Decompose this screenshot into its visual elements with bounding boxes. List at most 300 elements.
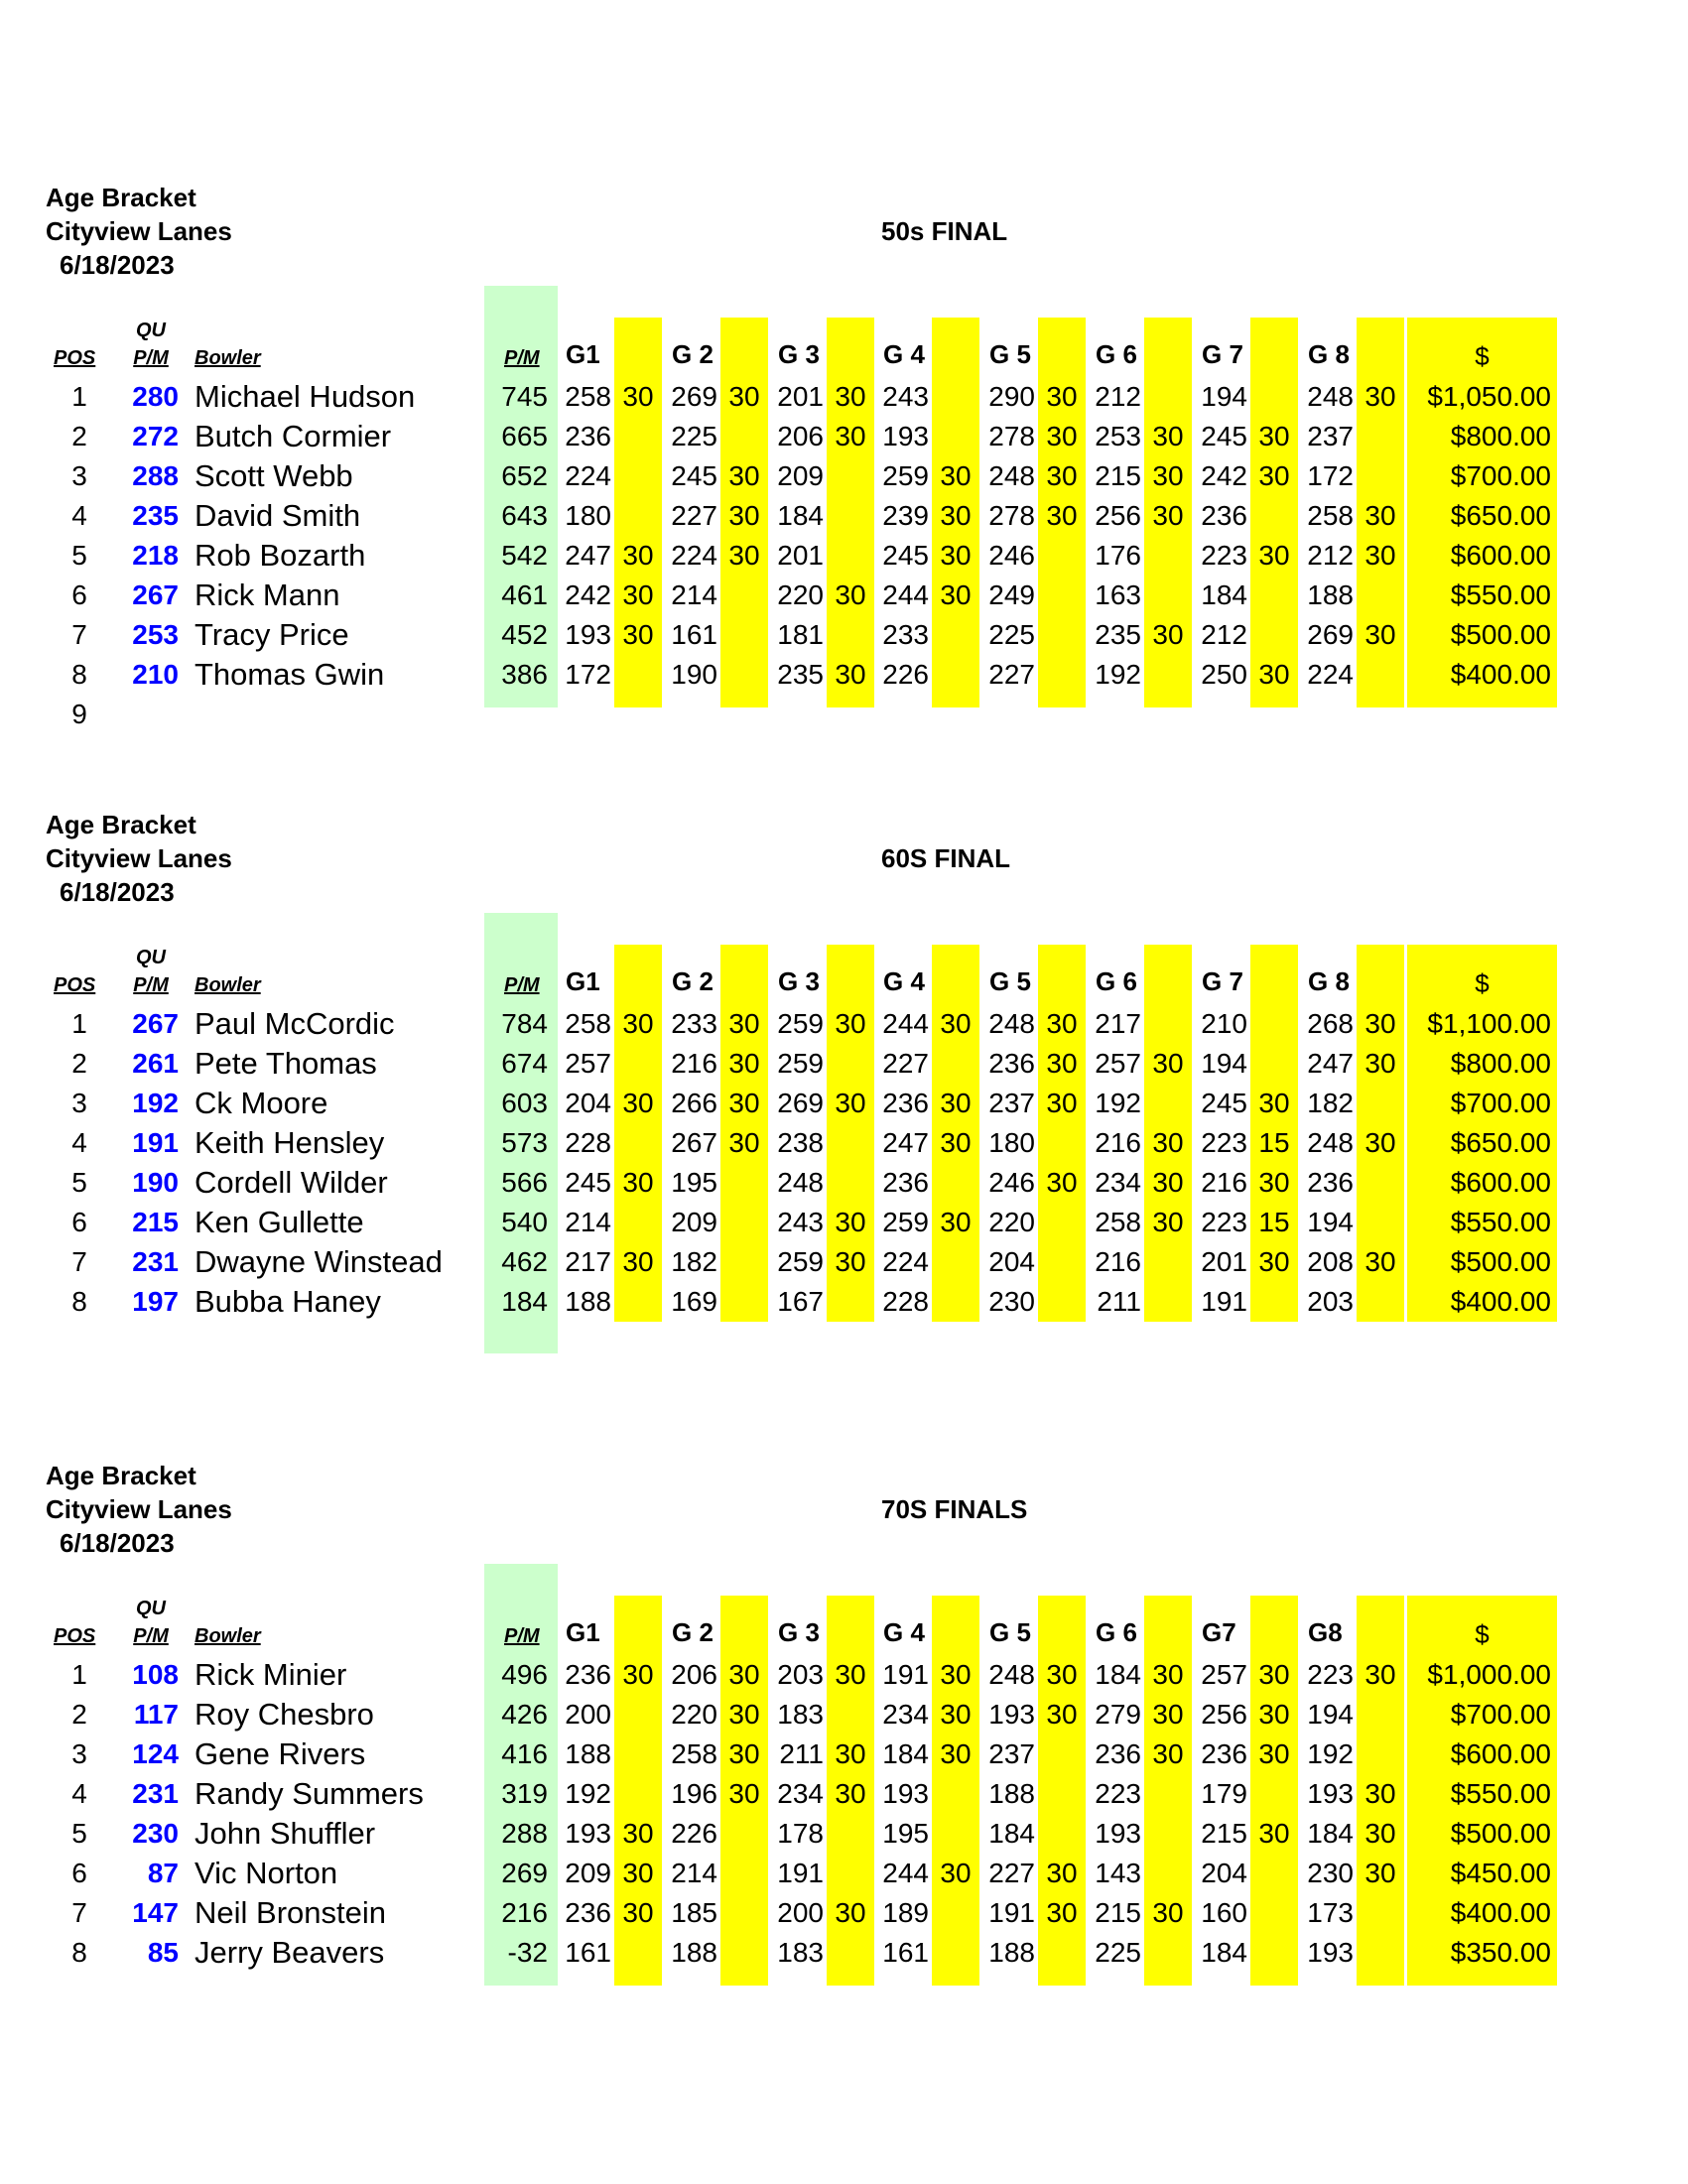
plus-minus: 461 — [501, 579, 548, 610]
bowler-name: Tracy Price — [195, 617, 349, 652]
prize-money: $650.00 — [1450, 1127, 1551, 1158]
column-header-game-3: G 3 — [778, 1617, 820, 1647]
bonus-pins-g2: 30 — [728, 381, 760, 412]
bonus-pins-g1: 30 — [622, 1659, 654, 1690]
bowler-name: Butch Cormier — [195, 419, 392, 453]
bonus-pins-g5: 30 — [1046, 1659, 1078, 1690]
bracket-70s — [0, 1457, 1688, 2012]
game-score-g1: 224 — [565, 460, 611, 491]
plus-minus: 184 — [501, 1286, 548, 1317]
position: 5 — [71, 1167, 87, 1198]
game-score-g2: 216 — [671, 1048, 717, 1079]
game-score-g6: 184 — [1095, 1659, 1141, 1690]
column-header-game-8: G 8 — [1308, 339, 1350, 369]
column-header-game-1: G1 — [566, 339, 600, 369]
prize-money: $700.00 — [1450, 1088, 1551, 1118]
plus-minus: 540 — [501, 1207, 548, 1237]
game-score-g6: 192 — [1095, 1088, 1141, 1118]
game-score-g5: 237 — [988, 1088, 1035, 1118]
game-score-g2: 182 — [671, 1246, 717, 1277]
qualifying-pm: 87 — [147, 1858, 179, 1888]
position: 6 — [71, 1858, 87, 1888]
game-score-g3: 201 — [777, 540, 824, 571]
game-score-g7: 191 — [1201, 1286, 1247, 1317]
game-score-g8: 172 — [1307, 460, 1354, 491]
final-title: 50s FINAL — [881, 216, 1008, 246]
game-score-g5: 249 — [988, 579, 1035, 610]
bonus-pins-g6: 30 — [1152, 1167, 1184, 1198]
game-score-g3: 259 — [777, 1008, 824, 1039]
bonus-pins-g7: 30 — [1258, 421, 1290, 451]
column-header-game-1: G1 — [566, 966, 600, 996]
game-score-g5: 236 — [988, 1048, 1035, 1079]
qualifying-pm: 108 — [132, 1659, 179, 1690]
game-score-g4: 247 — [882, 1127, 929, 1158]
game-score-g4: 245 — [882, 540, 929, 571]
game-score-g8: 269 — [1307, 619, 1354, 650]
prize-money: $550.00 — [1450, 1778, 1551, 1809]
qualifying-pm: 192 — [132, 1088, 179, 1118]
game-score-g4: 259 — [882, 460, 929, 491]
bonus-pins-g4: 30 — [940, 1207, 972, 1237]
game-score-g4: 228 — [882, 1286, 929, 1317]
column-header-game-6: G 6 — [1096, 339, 1137, 369]
game-score-g4: 236 — [882, 1167, 929, 1198]
results-table — [0, 1004, 1688, 1342]
column-header-qu: QU — [136, 947, 166, 968]
column-header-pos: POS — [54, 974, 96, 996]
plus-minus: 566 — [501, 1167, 548, 1198]
game-score-g1: 236 — [565, 1897, 611, 1928]
game-score-g7: 245 — [1201, 421, 1247, 451]
game-score-g2: 188 — [671, 1937, 717, 1968]
game-score-g4: 195 — [882, 1818, 929, 1849]
table-row — [0, 1893, 1688, 1933]
game-score-g1: 247 — [565, 540, 611, 571]
game-score-g3: 178 — [777, 1818, 824, 1849]
column-header-game-7: G 7 — [1202, 339, 1243, 369]
column-headers — [0, 318, 1688, 377]
prize-money: $400.00 — [1450, 1286, 1551, 1317]
table-row — [0, 1163, 1688, 1203]
game-score-g2: 206 — [671, 1659, 717, 1690]
bonus-pins-g5: 30 — [1046, 1088, 1078, 1118]
plus-minus: 784 — [501, 1008, 548, 1039]
game-score-g8: 237 — [1307, 421, 1354, 451]
game-score-g7: 256 — [1201, 1699, 1247, 1730]
bonus-pins-g6: 30 — [1152, 1659, 1184, 1690]
game-score-g3: 183 — [777, 1937, 824, 1968]
table-row — [0, 695, 1688, 734]
game-score-g8: 247 — [1307, 1048, 1354, 1079]
game-score-g2: 224 — [671, 540, 717, 571]
final-title: 60S FINAL — [881, 843, 1011, 873]
plus-minus: 288 — [501, 1818, 548, 1849]
bonus-pins-g5: 30 — [1046, 1048, 1078, 1079]
game-score-g4: 161 — [882, 1937, 929, 1968]
game-score-g6: 215 — [1095, 1897, 1141, 1928]
qualifying-pm: 231 — [132, 1778, 179, 1809]
bracket-50s — [0, 179, 1688, 734]
position: 1 — [71, 1659, 87, 1690]
qualifying-pm: 267 — [132, 579, 179, 610]
game-score-g6: 215 — [1095, 460, 1141, 491]
game-score-g6: 279 — [1095, 1699, 1141, 1730]
game-score-g1: 209 — [565, 1858, 611, 1888]
column-header-prize: $ — [1475, 341, 1490, 371]
game-score-g7: 210 — [1201, 1008, 1247, 1039]
column-header-bowler: Bowler — [195, 974, 261, 996]
game-score-g2: 245 — [671, 460, 717, 491]
qualifying-pm: 288 — [132, 460, 179, 491]
plus-minus: 674 — [501, 1048, 548, 1079]
bowler-name: Michael Hudson — [195, 379, 416, 414]
bonus-pins-g7: 30 — [1258, 1738, 1290, 1769]
bonus-pins-g8: 30 — [1364, 1778, 1396, 1809]
bonus-pins-g4: 30 — [940, 1008, 972, 1039]
game-score-g4: 236 — [882, 1088, 929, 1118]
plus-minus: 319 — [501, 1778, 548, 1809]
bonus-pins-g2: 30 — [728, 1088, 760, 1118]
game-score-g7: 212 — [1201, 619, 1247, 650]
bonus-pins-g8: 30 — [1364, 1008, 1396, 1039]
qualifying-pm: 261 — [132, 1048, 179, 1079]
position: 3 — [71, 1088, 87, 1118]
game-score-g8: 188 — [1307, 579, 1354, 610]
column-header-qu-pm: P/M — [133, 1625, 169, 1647]
game-score-g3: 259 — [777, 1246, 824, 1277]
position: 7 — [71, 1246, 87, 1277]
plus-minus: 452 — [501, 619, 548, 650]
column-header-qu: QU — [136, 320, 166, 341]
bonus-pins-g6: 30 — [1152, 1738, 1184, 1769]
game-score-g7: 194 — [1201, 381, 1247, 412]
game-score-g8: 194 — [1307, 1699, 1354, 1730]
bowler-name: Randy Summers — [195, 1776, 424, 1811]
table-row — [0, 1044, 1688, 1084]
bowler-name: Jerry Beavers — [195, 1935, 385, 1970]
game-score-g3: 248 — [777, 1167, 824, 1198]
game-score-g8: 173 — [1307, 1897, 1354, 1928]
bonus-pins-g8: 30 — [1364, 500, 1396, 531]
game-score-g7: 236 — [1201, 1738, 1247, 1769]
game-score-g7: 160 — [1201, 1897, 1247, 1928]
bonus-pins-g7: 30 — [1258, 1818, 1290, 1849]
plus-minus: 426 — [501, 1699, 548, 1730]
game-score-g6: 216 — [1095, 1127, 1141, 1158]
column-header-game-2: G 2 — [672, 1617, 714, 1647]
game-score-g3: 183 — [777, 1699, 824, 1730]
game-score-g2: 195 — [671, 1167, 717, 1198]
bonus-pins-g3: 30 — [835, 1008, 866, 1039]
bowler-name: Gene Rivers — [195, 1736, 366, 1771]
game-score-g1: 236 — [565, 1659, 611, 1690]
game-score-g5: 204 — [988, 1246, 1035, 1277]
plus-minus: 386 — [501, 659, 548, 690]
qualifying-pm: 280 — [132, 381, 179, 412]
game-score-g3: 235 — [777, 659, 824, 690]
table-row — [0, 1242, 1688, 1282]
table-row — [0, 1004, 1688, 1044]
game-score-g2: 233 — [671, 1008, 717, 1039]
prize-money: $600.00 — [1450, 1738, 1551, 1769]
game-score-g6: 257 — [1095, 1048, 1141, 1079]
game-score-g5: 188 — [988, 1937, 1035, 1968]
game-score-g2: 196 — [671, 1778, 717, 1809]
bowler-name: Pete Thomas — [195, 1046, 377, 1081]
table-row — [0, 1854, 1688, 1893]
prize-money: $1,100.00 — [1427, 1008, 1551, 1039]
game-score-g7: 242 — [1201, 460, 1247, 491]
game-score-g1: 193 — [565, 619, 611, 650]
column-headers — [0, 1596, 1688, 1655]
column-header-game-8: G 8 — [1308, 966, 1350, 996]
bonus-pins-g6: 30 — [1152, 1207, 1184, 1237]
column-header-game-2: G 2 — [672, 339, 714, 369]
bonus-pins-g7: 30 — [1258, 1699, 1290, 1730]
game-score-g7: 179 — [1201, 1778, 1247, 1809]
bonus-pins-g4: 30 — [940, 1127, 972, 1158]
game-score-g1: 188 — [565, 1286, 611, 1317]
game-score-g4: 259 — [882, 1207, 929, 1237]
game-score-g7: 216 — [1201, 1167, 1247, 1198]
header-title: Age Bracket — [46, 1461, 196, 1490]
game-score-g7: 223 — [1201, 540, 1247, 571]
game-score-g4: 239 — [882, 500, 929, 531]
plus-minus: 269 — [501, 1858, 548, 1888]
game-score-g3: 167 — [777, 1286, 824, 1317]
column-header-bowler: Bowler — [195, 1625, 261, 1647]
game-score-g1: 161 — [565, 1937, 611, 1968]
bonus-pins-g1: 30 — [622, 1008, 654, 1039]
bowler-name: Rob Bozarth — [195, 538, 366, 573]
game-score-g2: 227 — [671, 500, 717, 531]
bonus-pins-g4: 30 — [940, 1699, 972, 1730]
game-score-g1: 188 — [565, 1738, 611, 1769]
game-score-g7: 204 — [1201, 1858, 1247, 1888]
game-score-g5: 237 — [988, 1738, 1035, 1769]
table-row — [0, 1774, 1688, 1814]
game-score-g5: 248 — [988, 1659, 1035, 1690]
header-venue: Cityview Lanes — [46, 1494, 232, 1524]
game-score-g2: 214 — [671, 1858, 717, 1888]
position: 3 — [71, 460, 87, 491]
bonus-pins-g1: 30 — [622, 540, 654, 571]
game-score-g4: 193 — [882, 421, 929, 451]
bonus-pins-g1: 30 — [622, 381, 654, 412]
bonus-pins-g4: 30 — [940, 1738, 972, 1769]
game-score-g4: 227 — [882, 1048, 929, 1079]
game-score-g1: 228 — [565, 1127, 611, 1158]
bonus-pins-g1: 30 — [622, 1088, 654, 1118]
bonus-pins-g5: 30 — [1046, 381, 1078, 412]
game-score-g4: 243 — [882, 381, 929, 412]
game-score-g5: 184 — [988, 1818, 1035, 1849]
game-score-g6: 217 — [1095, 1008, 1141, 1039]
table-row — [0, 1655, 1688, 1695]
game-score-g8: 248 — [1307, 1127, 1354, 1158]
game-score-g2: 161 — [671, 619, 717, 650]
column-header-game-4: G 4 — [883, 339, 925, 369]
bonus-pins-g1: 30 — [622, 1246, 654, 1277]
game-score-g6: 192 — [1095, 659, 1141, 690]
bonus-pins-g8: 30 — [1364, 1048, 1396, 1079]
game-score-g3: 206 — [777, 421, 824, 451]
bonus-pins-g1: 30 — [622, 1858, 654, 1888]
bonus-pins-g6: 30 — [1152, 500, 1184, 531]
table-row — [0, 1203, 1688, 1242]
bonus-pins-g7: 30 — [1258, 659, 1290, 690]
game-score-g3: 220 — [777, 579, 824, 610]
game-score-g8: 248 — [1307, 381, 1354, 412]
position: 6 — [71, 1207, 87, 1237]
game-score-g2: 258 — [671, 1738, 717, 1769]
column-header-game-2: G 2 — [672, 966, 714, 996]
plus-minus: 416 — [501, 1738, 548, 1769]
prize-money: $800.00 — [1450, 421, 1551, 451]
table-row — [0, 576, 1688, 615]
bowler-name: Roy Chesbro — [195, 1697, 374, 1732]
position: 6 — [71, 579, 87, 610]
bonus-pins-g5: 30 — [1046, 1699, 1078, 1730]
bonus-pins-g5: 30 — [1046, 1008, 1078, 1039]
prize-money: $600.00 — [1450, 1167, 1551, 1198]
bonus-pins-g8: 30 — [1364, 1246, 1396, 1277]
table-row — [0, 655, 1688, 695]
qualifying-pm: 253 — [132, 619, 179, 650]
column-header-qu: QU — [136, 1598, 166, 1619]
position: 7 — [71, 619, 87, 650]
game-score-g6: 235 — [1095, 619, 1141, 650]
game-score-g8: 268 — [1307, 1008, 1354, 1039]
bonus-pins-g4: 30 — [940, 1858, 972, 1888]
game-score-g8: 208 — [1307, 1246, 1354, 1277]
column-header-game-3: G 3 — [778, 966, 820, 996]
bonus-pins-g8: 30 — [1364, 540, 1396, 571]
game-score-g2: 220 — [671, 1699, 717, 1730]
table-row — [0, 417, 1688, 456]
bracket-60s — [0, 806, 1688, 1361]
game-score-g4: 244 — [882, 579, 929, 610]
game-score-g4: 226 — [882, 659, 929, 690]
position: 4 — [71, 1778, 87, 1809]
game-score-g5: 278 — [988, 500, 1035, 531]
game-score-g8: 193 — [1307, 1937, 1354, 1968]
qualifying-pm: 190 — [132, 1167, 179, 1198]
game-score-g3: 209 — [777, 460, 824, 491]
bonus-pins-g3: 30 — [835, 659, 866, 690]
bonus-pins-g7: 30 — [1258, 1088, 1290, 1118]
prize-money: $700.00 — [1450, 1699, 1551, 1730]
bonus-pins-g8: 30 — [1364, 1818, 1396, 1849]
bonus-pins-g3: 30 — [835, 1659, 866, 1690]
plus-minus: 462 — [501, 1246, 548, 1277]
game-score-g2: 190 — [671, 659, 717, 690]
game-score-g5: 278 — [988, 421, 1035, 451]
game-score-g7: 184 — [1201, 1937, 1247, 1968]
game-score-g3: 269 — [777, 1088, 824, 1118]
bonus-pins-g6: 30 — [1152, 1048, 1184, 1079]
game-score-g4: 244 — [882, 1858, 929, 1888]
bonus-pins-g3: 30 — [835, 1897, 866, 1928]
game-score-g8: 203 — [1307, 1286, 1354, 1317]
game-score-g6: 234 — [1095, 1167, 1141, 1198]
game-score-g8: 236 — [1307, 1167, 1354, 1198]
prize-money: $450.00 — [1450, 1858, 1551, 1888]
bonus-pins-g7: 30 — [1258, 1246, 1290, 1277]
game-score-g6: 223 — [1095, 1778, 1141, 1809]
game-score-g1: 193 — [565, 1818, 611, 1849]
bonus-pins-g6: 30 — [1152, 421, 1184, 451]
bonus-pins-g7: 30 — [1258, 540, 1290, 571]
column-header-game-4: G 4 — [883, 966, 925, 996]
position: 1 — [71, 381, 87, 412]
prize-money: $600.00 — [1450, 540, 1551, 571]
column-header-qu-pm: P/M — [133, 347, 169, 369]
game-score-g8: 193 — [1307, 1778, 1354, 1809]
game-score-g6: 256 — [1095, 500, 1141, 531]
game-score-g1: 242 — [565, 579, 611, 610]
game-score-g3: 191 — [777, 1858, 824, 1888]
plus-minus: -32 — [507, 1937, 548, 1968]
game-score-g3: 201 — [777, 381, 824, 412]
bonus-pins-g3: 30 — [835, 1738, 866, 1769]
bowler-name: Rick Minier — [195, 1657, 347, 1692]
bonus-pins-g2: 30 — [728, 1048, 760, 1079]
header-title: Age Bracket — [46, 810, 196, 839]
results-table — [0, 1655, 1688, 1992]
bonus-pins-g2: 30 — [728, 1738, 760, 1769]
game-score-g2: 226 — [671, 1818, 717, 1849]
bowler-name: John Shuffler — [195, 1816, 376, 1851]
column-header-game-7: G 7 — [1202, 966, 1243, 996]
game-score-g5: 220 — [988, 1207, 1035, 1237]
column-header-prize: $ — [1475, 1619, 1490, 1649]
game-score-g1: 200 — [565, 1699, 611, 1730]
prize-money: $400.00 — [1450, 659, 1551, 690]
column-header-prize: $ — [1475, 968, 1490, 998]
bonus-pins-g5: 30 — [1046, 1858, 1078, 1888]
prize-money: $550.00 — [1450, 579, 1551, 610]
bonus-pins-g3: 30 — [835, 1246, 866, 1277]
bonus-pins-g1: 30 — [622, 579, 654, 610]
bowler-name: Dwayne Winstead — [195, 1244, 443, 1279]
bonus-pins-g1: 30 — [622, 1897, 654, 1928]
column-header-bowler: Bowler — [195, 347, 261, 369]
column-header-game-6: G 6 — [1096, 966, 1137, 996]
game-score-g1: 258 — [565, 1008, 611, 1039]
table-row — [0, 1282, 1688, 1322]
game-score-g8: 194 — [1307, 1207, 1354, 1237]
bonus-pins-g7: 30 — [1258, 460, 1290, 491]
position: 5 — [71, 1818, 87, 1849]
results-table — [0, 377, 1688, 734]
game-score-g5: 180 — [988, 1127, 1035, 1158]
bonus-pins-g4: 30 — [940, 540, 972, 571]
game-score-g1: 245 — [565, 1167, 611, 1198]
prize-money: $650.00 — [1450, 500, 1551, 531]
bonus-pins-g1: 30 — [622, 1818, 654, 1849]
bowler-name: Vic Norton — [195, 1856, 338, 1890]
qualifying-pm: 215 — [132, 1207, 179, 1237]
column-header-pm: P/M — [504, 1625, 540, 1647]
qualifying-pm: 235 — [132, 500, 179, 531]
bowler-name: David Smith — [195, 498, 361, 533]
game-score-g4: 233 — [882, 619, 929, 650]
position: 4 — [71, 1127, 87, 1158]
game-score-g7: 257 — [1201, 1659, 1247, 1690]
game-score-g1: 236 — [565, 421, 611, 451]
